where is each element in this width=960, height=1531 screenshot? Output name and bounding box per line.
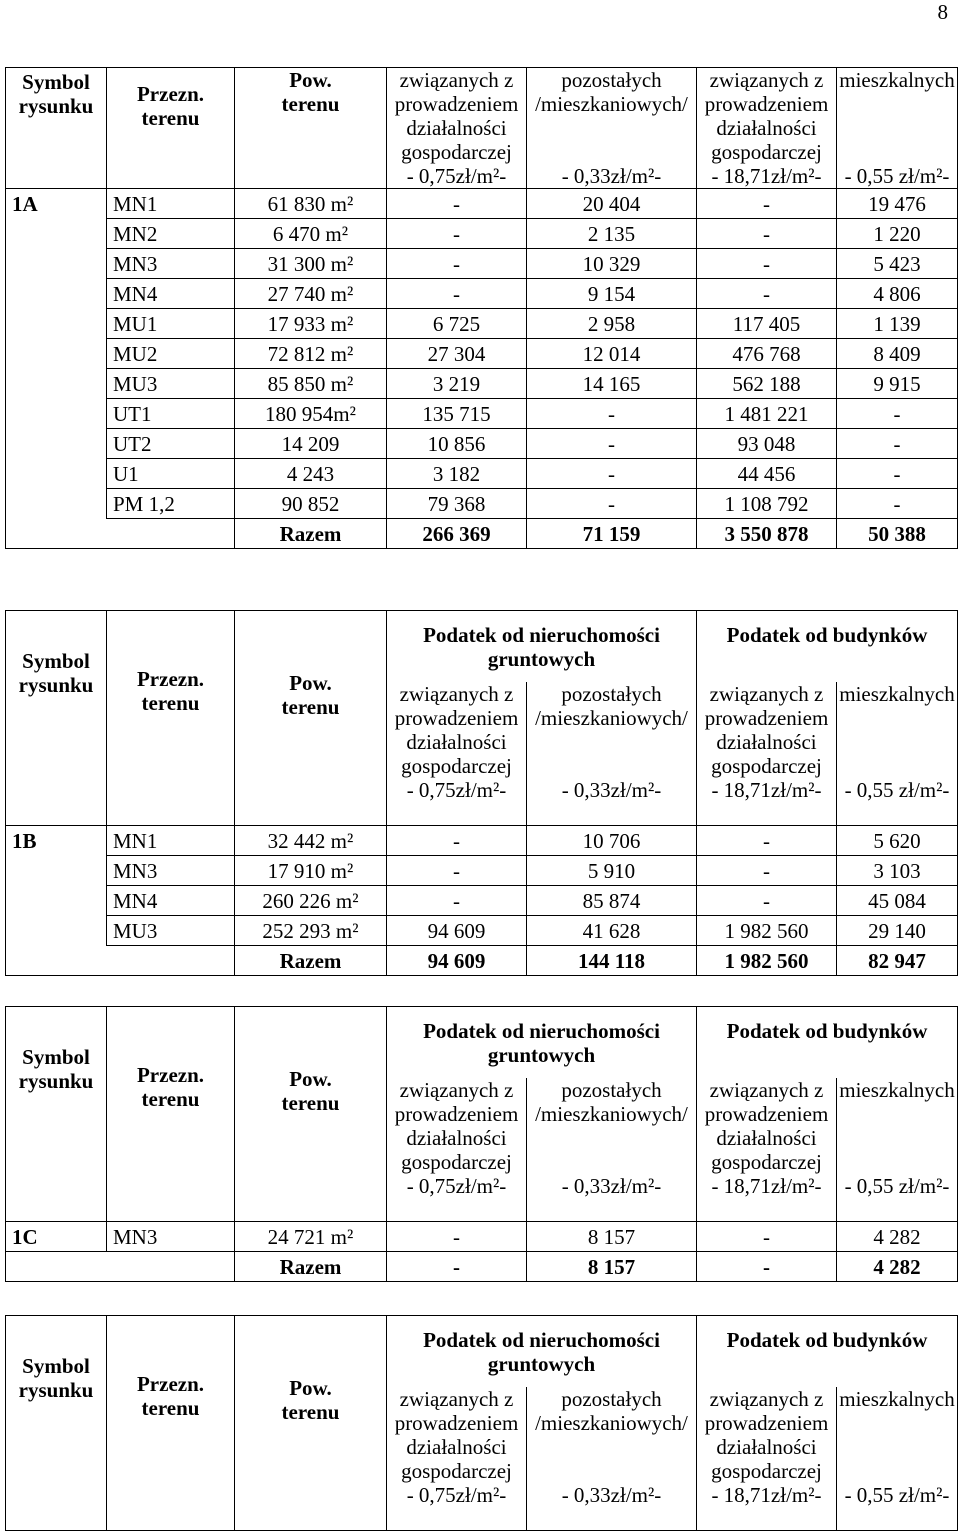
table-header bbox=[6, 1007, 958, 1079]
table-row bbox=[6, 369, 958, 399]
header-building-residential: mieszkalnych - 0,55 zł/m²- bbox=[837, 68, 958, 189]
row-building-residential: - bbox=[837, 429, 958, 459]
tax-table-1c bbox=[5, 1006, 958, 1282]
row-land-business: 94 609 bbox=[387, 916, 527, 946]
row-land-business: 10 856 bbox=[387, 429, 527, 459]
row-land-other: 10 706 bbox=[527, 826, 697, 856]
header-building-business: związanych z prowadzeniem działalności gospodarczej - 18,71zł/m²- bbox=[697, 682, 837, 825]
row-land-business: - bbox=[387, 826, 527, 856]
header-land-other: pozostałych /mieszkaniowych/ - 0,33zł/m²- bbox=[527, 1387, 697, 1530]
row-building-residential: 5 423 bbox=[837, 249, 958, 279]
row-symbol: 1A bbox=[6, 189, 107, 219]
row-building-business: - bbox=[697, 219, 837, 249]
total-blank bbox=[6, 946, 235, 976]
row-building-business: 117 405 bbox=[697, 309, 837, 339]
row-land-other: 20 404 bbox=[527, 189, 697, 219]
header-group-buildings: Podatek od budynków bbox=[697, 611, 958, 683]
header-przezn: Przezn. terenu bbox=[107, 611, 235, 826]
table-row bbox=[6, 399, 958, 429]
row-building-business: - bbox=[697, 249, 837, 279]
total-land-business: 94 609 bbox=[387, 946, 527, 976]
row-building-residential: 4 806 bbox=[837, 279, 958, 309]
row-symbol bbox=[6, 309, 107, 339]
row-przeznaczenie: PM 1,2 bbox=[107, 489, 235, 519]
header-pow: Pow. terenu bbox=[235, 611, 387, 826]
table-header bbox=[6, 68, 958, 189]
table-header bbox=[6, 1316, 958, 1388]
table-row bbox=[6, 916, 958, 946]
header-land-business: związanych z prowadzeniem działalności gospodarczej - 0,75zł/m²- bbox=[387, 1387, 527, 1530]
row-powierzchnia: 17 910 m² bbox=[235, 856, 387, 886]
row-land-other: 85 874 bbox=[527, 886, 697, 916]
header-przezn: Przezn. terenu bbox=[107, 1316, 235, 1531]
header-symbol: Symbol rysunku bbox=[6, 1007, 107, 1222]
total-building-business: 3 550 878 bbox=[697, 519, 837, 549]
header-land-business: związanych z prowadzeniem działalności gospodarczej - 0,75zł/m²- bbox=[387, 682, 527, 825]
total-land-business: - bbox=[387, 1252, 527, 1282]
row-building-residential: 4 282 bbox=[837, 1222, 958, 1252]
table-row bbox=[6, 1222, 958, 1252]
row-symbol: 1B bbox=[6, 826, 107, 856]
row-land-other: 2 135 bbox=[527, 219, 697, 249]
header-land-business: związanych z prowadzeniem działalności gospodarczej - 0,75zł/m²- bbox=[387, 1078, 527, 1221]
row-przeznaczenie: MU2 bbox=[107, 339, 235, 369]
row-land-business: - bbox=[387, 856, 527, 886]
row-building-residential: 3 103 bbox=[837, 856, 958, 886]
row-building-business: 1 982 560 bbox=[697, 916, 837, 946]
table-row bbox=[6, 459, 958, 489]
row-powierzchnia: 85 850 m² bbox=[235, 369, 387, 399]
total-building-residential: 50 388 bbox=[837, 519, 958, 549]
row-powierzchnia: 252 293 m² bbox=[235, 916, 387, 946]
header-group-land: Podatek od nieruchomości gruntowych bbox=[387, 1316, 697, 1388]
total-blank bbox=[6, 519, 235, 549]
row-przeznaczenie: MN1 bbox=[107, 189, 235, 219]
row-building-residential: 29 140 bbox=[837, 916, 958, 946]
row-symbol bbox=[6, 369, 107, 399]
table-row bbox=[6, 826, 958, 856]
row-land-business: - bbox=[387, 1222, 527, 1252]
row-building-residential: 1 139 bbox=[837, 309, 958, 339]
header-building-residential: mieszkalnych - 0,55 zł/m²- bbox=[837, 1078, 958, 1221]
row-building-residential: 9 915 bbox=[837, 369, 958, 399]
header-building-business: związanych z prowadzeniem działalności gospodarczej - 18,71zł/m²- bbox=[697, 68, 837, 189]
table-row bbox=[6, 279, 958, 309]
header-group-buildings: Podatek od budynków bbox=[697, 1007, 958, 1079]
row-powierzchnia: 17 933 m² bbox=[235, 309, 387, 339]
row-land-other: - bbox=[527, 459, 697, 489]
total-label: Razem bbox=[235, 1252, 387, 1282]
row-building-business: - bbox=[697, 279, 837, 309]
row-building-business: - bbox=[697, 826, 837, 856]
row-land-other: 2 958 bbox=[527, 309, 697, 339]
row-powierzchnia: 72 812 m² bbox=[235, 339, 387, 369]
row-symbol bbox=[6, 339, 107, 369]
row-building-residential: - bbox=[837, 459, 958, 489]
row-symbol bbox=[6, 489, 107, 519]
row-powierzchnia: 180 954m² bbox=[235, 399, 387, 429]
header-building-business: związanych z prowadzeniem działalności gospodarczej - 18,71zł/m²- bbox=[697, 1387, 837, 1530]
total-land-business: 266 369 bbox=[387, 519, 527, 549]
row-building-residential: 5 620 bbox=[837, 826, 958, 856]
header-przezn: Przezn. terenu bbox=[107, 68, 235, 189]
row-building-residential: 45 084 bbox=[837, 886, 958, 916]
header-building-residential: mieszkalnych - 0,55 zł/m²- bbox=[837, 682, 958, 825]
header-building-residential: mieszkalnych - 0,55 zł/m²- bbox=[837, 1387, 958, 1530]
row-land-business: 3 182 bbox=[387, 459, 527, 489]
row-przeznaczenie: MN2 bbox=[107, 219, 235, 249]
row-przeznaczenie: U1 bbox=[107, 459, 235, 489]
header-group-land: Podatek od nieruchomości gruntowych bbox=[387, 1007, 697, 1079]
row-przeznaczenie: MU1 bbox=[107, 309, 235, 339]
header-building-business: związanych z prowadzeniem działalności gospodarczej - 18,71zł/m²- bbox=[697, 1078, 837, 1221]
row-symbol bbox=[6, 399, 107, 429]
row-land-other: 5 910 bbox=[527, 856, 697, 886]
tax-table-1a bbox=[5, 67, 958, 549]
row-przeznaczenie: MN4 bbox=[107, 886, 235, 916]
row-building-residential: - bbox=[837, 399, 958, 429]
row-land-business: - bbox=[387, 189, 527, 219]
row-building-business: 1 108 792 bbox=[697, 489, 837, 519]
total-building-business: - bbox=[697, 1252, 837, 1282]
row-symbol bbox=[6, 916, 107, 946]
row-building-business: 44 456 bbox=[697, 459, 837, 489]
row-land-other: 14 165 bbox=[527, 369, 697, 399]
table-total-row bbox=[6, 1252, 958, 1282]
row-building-business: - bbox=[697, 189, 837, 219]
table-row bbox=[6, 219, 958, 249]
row-symbol bbox=[6, 459, 107, 489]
table-total-row bbox=[6, 519, 958, 549]
header-symbol: Symbol rysunku bbox=[6, 611, 107, 826]
header-symbol: Symbol rysunku bbox=[6, 68, 107, 189]
row-land-other: - bbox=[527, 489, 697, 519]
row-powierzchnia: 27 740 m² bbox=[235, 279, 387, 309]
row-land-other: 8 157 bbox=[527, 1222, 697, 1252]
header-group-buildings: Podatek od budynków bbox=[697, 1316, 958, 1388]
row-land-other: 12 014 bbox=[527, 339, 697, 369]
row-przeznaczenie: UT2 bbox=[107, 429, 235, 459]
header-land-other: pozostałych /mieszkaniowych/ - 0,33zł/m²- bbox=[527, 682, 697, 825]
tax-table-1b bbox=[5, 610, 958, 976]
row-land-business: - bbox=[387, 249, 527, 279]
table-row bbox=[6, 339, 958, 369]
table-row bbox=[6, 189, 958, 219]
total-land-other: 144 118 bbox=[527, 946, 697, 976]
row-land-business: 27 304 bbox=[387, 339, 527, 369]
header-land-other: pozostałych /mieszkaniowych/ - 0,33zł/m²- bbox=[527, 68, 697, 189]
row-powierzchnia: 90 852 bbox=[235, 489, 387, 519]
header-pow: Pow. terenu bbox=[235, 1316, 387, 1531]
row-land-other: 10 329 bbox=[527, 249, 697, 279]
row-building-business: 93 048 bbox=[697, 429, 837, 459]
row-symbol bbox=[6, 429, 107, 459]
header-group-land: Podatek od nieruchomości gruntowych bbox=[387, 611, 697, 683]
total-land-other: 8 157 bbox=[527, 1252, 697, 1282]
row-przeznaczenie: MN4 bbox=[107, 279, 235, 309]
row-building-residential: 8 409 bbox=[837, 339, 958, 369]
total-building-residential: 4 282 bbox=[837, 1252, 958, 1282]
header-symbol: Symbol rysunku bbox=[6, 1316, 107, 1531]
row-symbol bbox=[6, 249, 107, 279]
row-building-residential: 19 476 bbox=[837, 189, 958, 219]
header-pow: Pow. terenu bbox=[235, 68, 387, 189]
row-land-other: - bbox=[527, 399, 697, 429]
row-land-business: 79 368 bbox=[387, 489, 527, 519]
table-total-row bbox=[6, 946, 958, 976]
row-land-business: 135 715 bbox=[387, 399, 527, 429]
row-land-other: 41 628 bbox=[527, 916, 697, 946]
row-land-business: - bbox=[387, 219, 527, 249]
total-blank bbox=[6, 1252, 235, 1282]
header-pow: Pow. terenu bbox=[235, 1007, 387, 1222]
total-label: Razem bbox=[235, 946, 387, 976]
row-powierzchnia: 24 721 m² bbox=[235, 1222, 387, 1252]
table-row bbox=[6, 429, 958, 459]
row-building-business: - bbox=[697, 856, 837, 886]
row-przeznaczenie: MU3 bbox=[107, 369, 235, 399]
row-przeznaczenie: UT1 bbox=[107, 399, 235, 429]
row-powierzchnia: 4 243 bbox=[235, 459, 387, 489]
row-symbol bbox=[6, 856, 107, 886]
header-land-business: związanych z prowadzeniem działalności gospodarczej - 0,75zł/m²- bbox=[387, 68, 527, 189]
row-symbol: 1C bbox=[6, 1222, 107, 1252]
table-row bbox=[6, 886, 958, 916]
row-symbol bbox=[6, 279, 107, 309]
row-land-business: - bbox=[387, 279, 527, 309]
total-land-other: 71 159 bbox=[527, 519, 697, 549]
row-powierzchnia: 32 442 m² bbox=[235, 826, 387, 856]
row-building-business: 476 768 bbox=[697, 339, 837, 369]
total-building-business: 1 982 560 bbox=[697, 946, 837, 976]
row-przeznaczenie: MN3 bbox=[107, 856, 235, 886]
row-building-business: 1 481 221 bbox=[697, 399, 837, 429]
tax-table-next bbox=[5, 1315, 958, 1531]
row-building-residential: - bbox=[837, 489, 958, 519]
row-land-business: 3 219 bbox=[387, 369, 527, 399]
row-przeznaczenie: MN3 bbox=[107, 249, 235, 279]
row-powierzchnia: 14 209 bbox=[235, 429, 387, 459]
table-row bbox=[6, 249, 958, 279]
row-building-business: - bbox=[697, 886, 837, 916]
row-powierzchnia: 61 830 m² bbox=[235, 189, 387, 219]
table-header bbox=[6, 611, 958, 683]
row-powierzchnia: 31 300 m² bbox=[235, 249, 387, 279]
row-przeznaczenie: MU3 bbox=[107, 916, 235, 946]
row-symbol bbox=[6, 219, 107, 249]
row-building-residential: 1 220 bbox=[837, 219, 958, 249]
table-row bbox=[6, 489, 958, 519]
row-powierzchnia: 6 470 m² bbox=[235, 219, 387, 249]
row-land-business: - bbox=[387, 886, 527, 916]
row-land-other: - bbox=[527, 429, 697, 459]
row-powierzchnia: 260 226 m² bbox=[235, 886, 387, 916]
row-symbol bbox=[6, 886, 107, 916]
total-building-residential: 82 947 bbox=[837, 946, 958, 976]
row-przeznaczenie: MN1 bbox=[107, 826, 235, 856]
row-land-other: 9 154 bbox=[527, 279, 697, 309]
table-row bbox=[6, 309, 958, 339]
page-number: 8 bbox=[937, 0, 948, 24]
row-przeznaczenie: MN3 bbox=[107, 1222, 235, 1252]
row-building-business: - bbox=[697, 1222, 837, 1252]
header-land-other: pozostałych /mieszkaniowych/ - 0,33zł/m²- bbox=[527, 1078, 697, 1221]
row-land-business: 6 725 bbox=[387, 309, 527, 339]
header-przezn: Przezn. terenu bbox=[107, 1007, 235, 1222]
table-row bbox=[6, 856, 958, 886]
total-label: Razem bbox=[235, 519, 387, 549]
row-building-business: 562 188 bbox=[697, 369, 837, 399]
